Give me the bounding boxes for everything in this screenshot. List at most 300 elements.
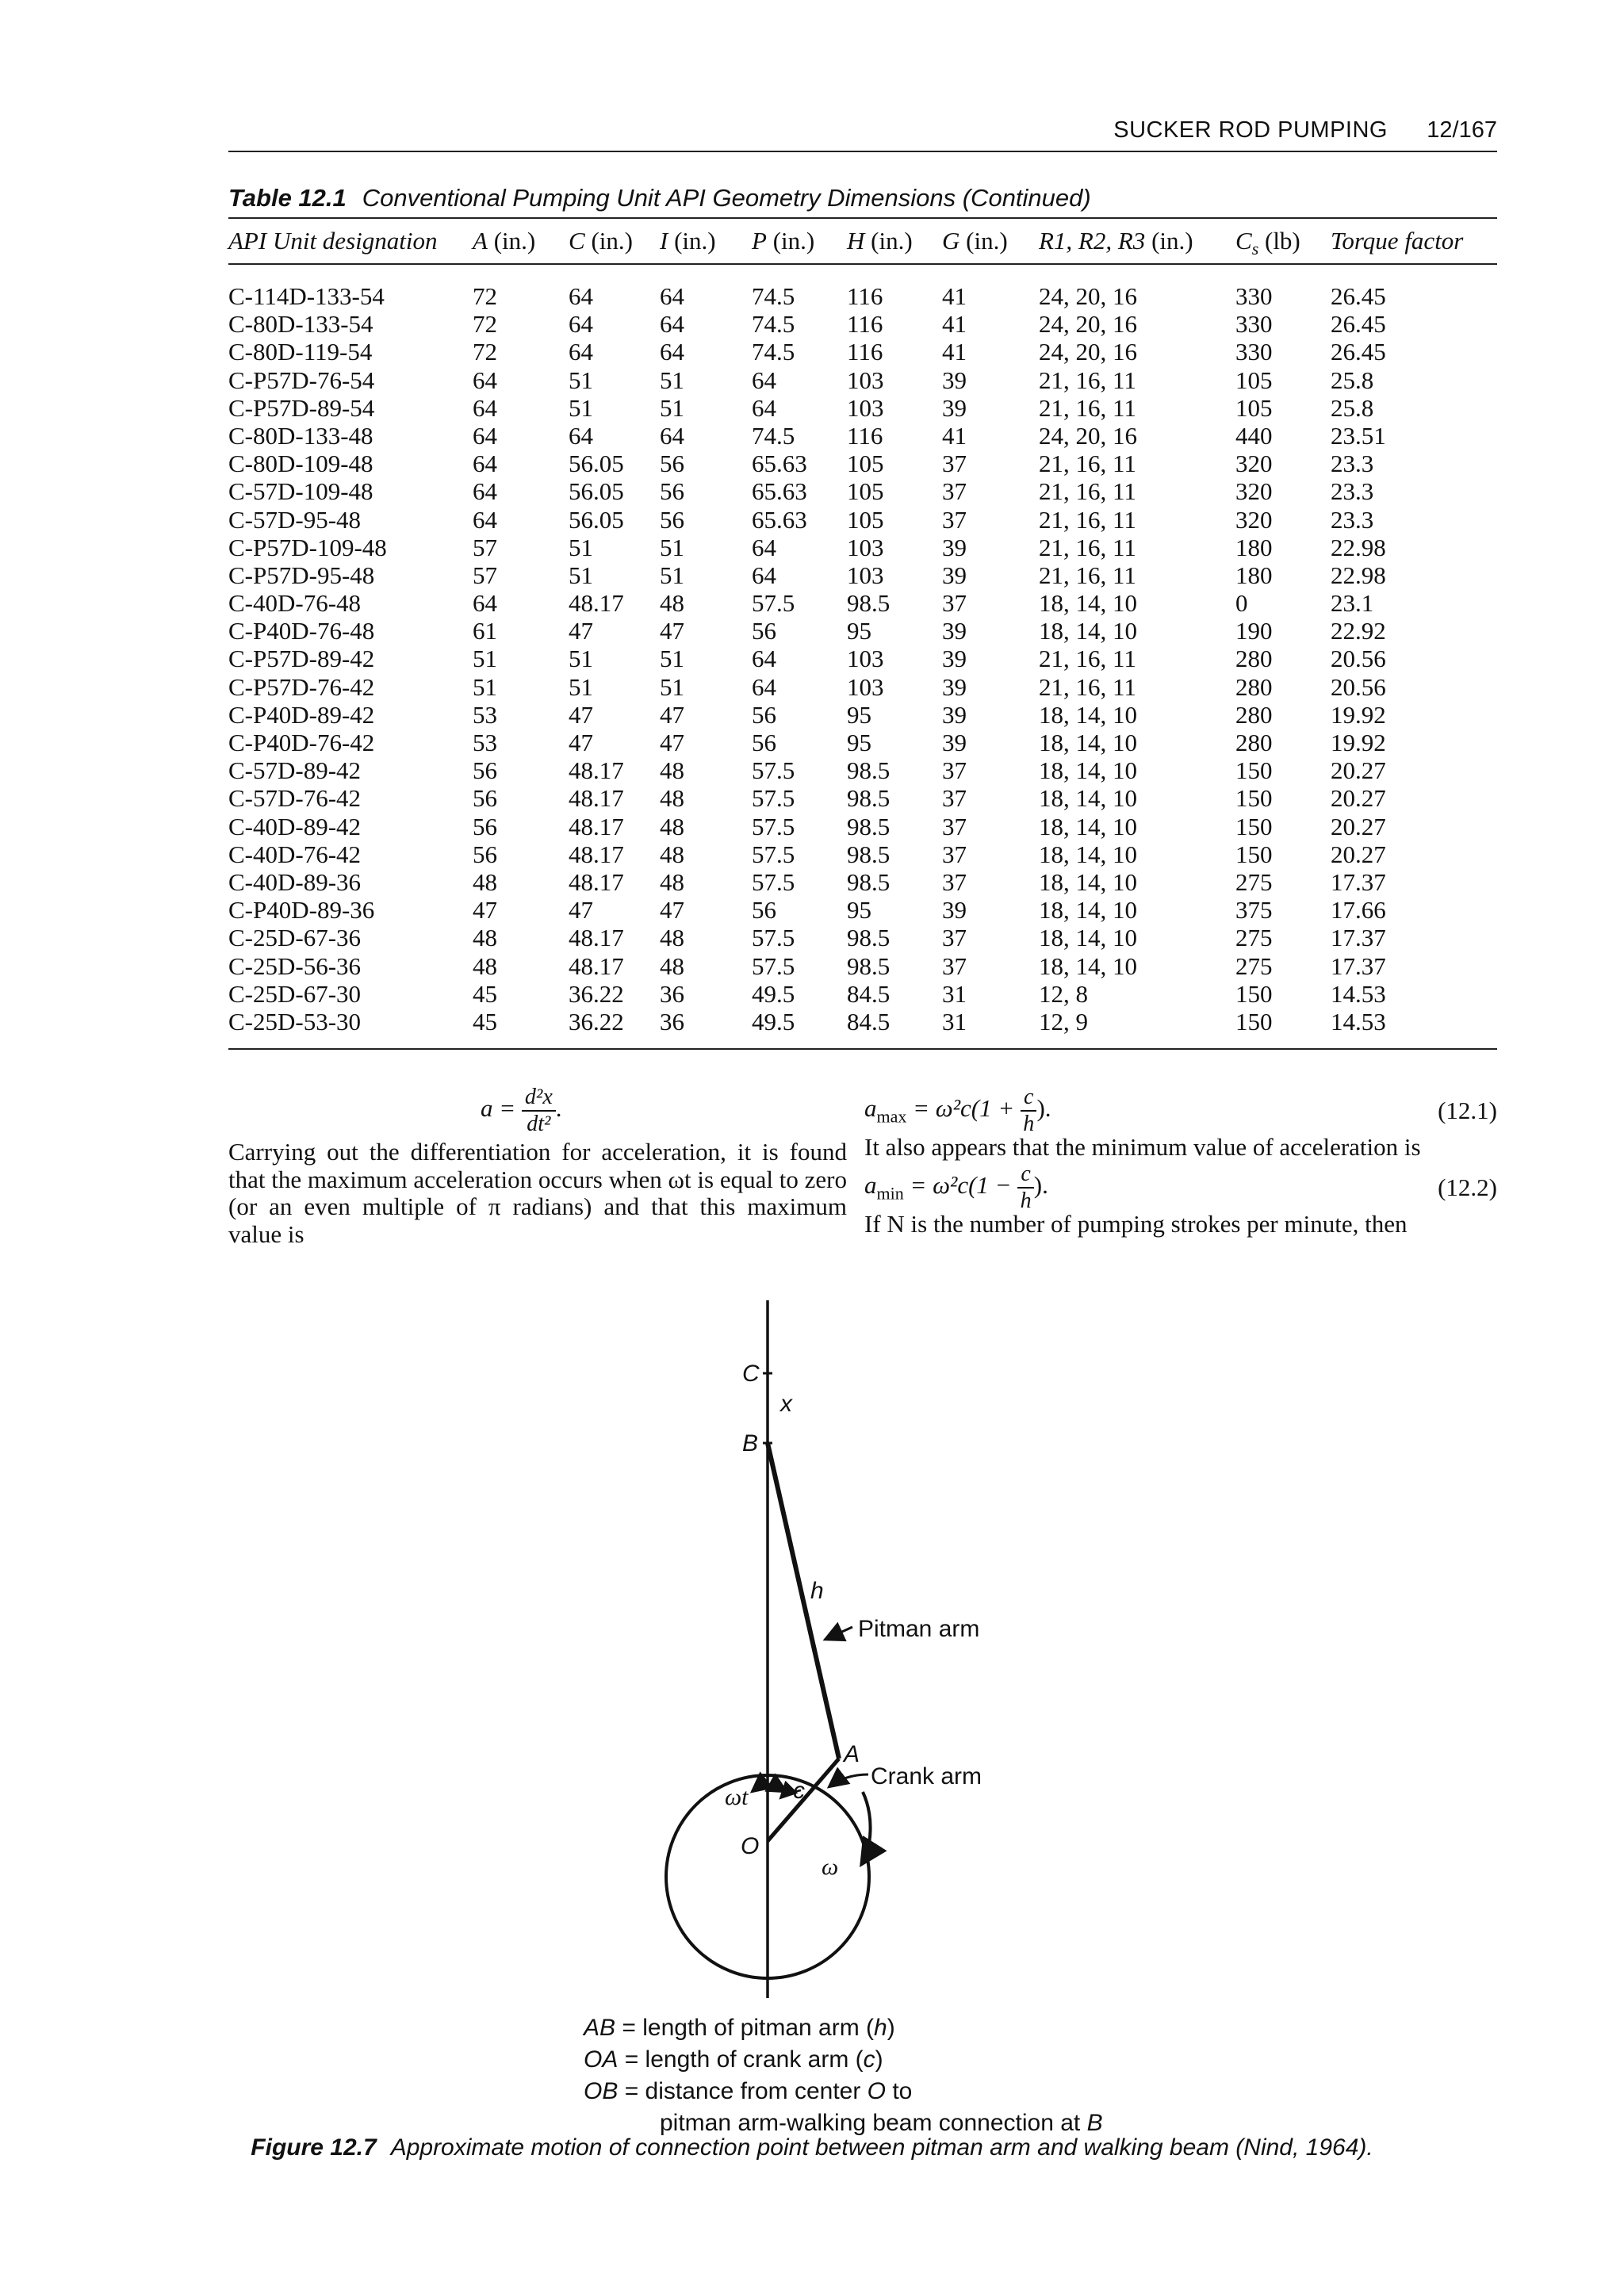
table-cell: 48 — [660, 840, 684, 868]
column-header: API Unit designation — [228, 227, 438, 255]
eq-max-numerator: c — [1021, 1086, 1036, 1112]
table-cell: 49.5 — [752, 979, 795, 1008]
table-cell: 0 — [1235, 589, 1248, 618]
table-cell: 330 — [1235, 338, 1273, 366]
eq-max-mid: = ω²c(1 + — [906, 1094, 1021, 1123]
table-cell: 275 — [1235, 867, 1273, 896]
eq-12-2-number: (12.2) — [1438, 1173, 1497, 1201]
table-cell: 105 — [847, 450, 884, 478]
table-cell: 24, 20, 16 — [1039, 338, 1137, 366]
table-cell: 48 — [473, 951, 497, 980]
figure-number: Figure 12.7 — [251, 2134, 377, 2161]
table-cell: 98.5 — [847, 784, 891, 813]
table-row — [228, 673, 1497, 701]
table-cell: 320 — [1235, 505, 1273, 534]
table-cell: C-57D-109-48 — [228, 477, 373, 506]
table-cell: 18, 14, 10 — [1039, 812, 1137, 840]
table-cell: 57.5 — [752, 867, 795, 896]
table-cell: 320 — [1235, 450, 1273, 478]
table-cell: 18, 14, 10 — [1039, 617, 1137, 645]
table-cell: 22.98 — [1331, 533, 1386, 561]
table-cell: 19.92 — [1331, 700, 1386, 729]
table-cell: C-40D-89-36 — [228, 867, 362, 896]
table-number: Table 12.1 — [228, 184, 347, 212]
table-cell: C-25D-67-30 — [228, 979, 362, 1008]
table-cell: 57 — [473, 533, 497, 561]
table-cell: 280 — [1235, 729, 1273, 756]
figure-caption-text: Approximate motion of connection point between pitman arm and walking beam (Nind, 1964). — [390, 2134, 1373, 2161]
table-cell: 41 — [942, 338, 967, 366]
crank-arm-leader — [829, 1774, 868, 1787]
table-cell: C-P57D-89-42 — [228, 645, 375, 673]
legend-line: OA = length of crank arm (c) — [584, 2046, 883, 2073]
table-row — [228, 645, 1497, 672]
table-cell: 190 — [1235, 617, 1273, 645]
table-cell: C-80D-119-54 — [228, 338, 373, 366]
table-cell: 64 — [569, 282, 593, 310]
table-row — [228, 477, 1497, 505]
table-row — [228, 450, 1497, 477]
table-cell: 116 — [847, 310, 883, 339]
table-cell: 53 — [473, 700, 497, 729]
table-cell: 56.05 — [569, 450, 624, 478]
table-row — [228, 366, 1497, 394]
figure-caption — [0, 2134, 1624, 2161]
table-cell: 280 — [1235, 672, 1273, 701]
table-row — [228, 338, 1497, 366]
table-cell: 51 — [660, 561, 684, 589]
table-cell: C-80D-133-48 — [228, 421, 373, 450]
eq-min-numerator: c — [1017, 1163, 1033, 1189]
table-cell: 65.63 — [752, 505, 807, 534]
table-cell: 64 — [660, 421, 684, 450]
table-cell: 22.92 — [1331, 617, 1386, 645]
paragraph-left: Carrying out the differentiation for acceleration, it is found that the maximum acceleration occurs when ωt is equal to zero (or an even multiple of π radians) and that this maximum value is — [228, 1138, 847, 1248]
table-cell: 21, 16, 11 — [1039, 533, 1136, 561]
column-header: R1, R2, R3 (in.) — [1039, 227, 1193, 255]
column-header: A (in.) — [473, 227, 536, 255]
equation-12-1 — [864, 1086, 1497, 1134]
legend-line: AB = length of pitman arm (h) — [584, 2015, 895, 2041]
eq-min-lhs: a — [864, 1170, 877, 1199]
table-cell: 39 — [942, 366, 967, 394]
eq-min-mid: = ω²c(1 − — [903, 1170, 1018, 1199]
table-cell: 37 — [942, 867, 967, 896]
table-cell: 56 — [473, 784, 497, 813]
table-cell: 103 — [847, 393, 884, 422]
page-number: 12/167 — [1427, 117, 1497, 143]
table-cell: 48 — [660, 812, 684, 840]
table-cell: 57 — [473, 561, 497, 589]
table-cell: 103 — [847, 533, 884, 561]
table-cell: 84.5 — [847, 979, 891, 1008]
table-cell: 18, 14, 10 — [1039, 729, 1137, 756]
table-cell: 64 — [473, 477, 497, 506]
table-cell: 72 — [473, 338, 497, 366]
table-cell: 21, 16, 11 — [1039, 561, 1136, 589]
running-header-title: SUCKER ROD PUMPING — [1113, 117, 1388, 143]
table-cell: 375 — [1235, 896, 1273, 924]
table-cell: 56 — [752, 700, 776, 729]
table-cell: 64 — [473, 393, 497, 422]
table-cell: 105 — [847, 477, 884, 506]
table-cell: 48.17 — [569, 867, 624, 896]
eq-a-numerator: d²x — [522, 1086, 556, 1112]
table-cell: 116 — [847, 421, 883, 450]
table-cell: 51 — [569, 645, 593, 673]
table-cell: 39 — [942, 393, 967, 422]
table-cell: 23.3 — [1331, 477, 1374, 506]
table-body — [228, 282, 1497, 1035]
table-cell: 37 — [942, 756, 967, 785]
table-cell: 65.63 — [752, 450, 807, 478]
eq-min-tail: ). — [1033, 1170, 1048, 1199]
table-cell: 39 — [942, 561, 967, 589]
table-row — [228, 813, 1497, 840]
table-cell: 116 — [847, 338, 883, 366]
table-cell: C-40D-76-42 — [228, 840, 362, 868]
table-cell: 95 — [847, 700, 871, 729]
eq-min-fraction — [1017, 1163, 1033, 1212]
pitman-arm-leader — [825, 1627, 852, 1640]
label-h: h — [810, 1578, 824, 1604]
table-cell: C-25D-53-30 — [228, 1007, 362, 1035]
table-cell: 56 — [660, 505, 684, 534]
table-cell: 47 — [660, 617, 684, 645]
table-cell: 98.5 — [847, 840, 891, 868]
column-header: $C_s$ (lb) — [1235, 227, 1300, 259]
table-cell: 64 — [752, 533, 776, 561]
table-cell: 180 — [1235, 561, 1273, 589]
table-cell: 98.5 — [847, 867, 891, 896]
table-top-rule — [228, 217, 1497, 219]
table-cell: 18, 14, 10 — [1039, 700, 1137, 729]
table-cell: 53 — [473, 729, 497, 756]
table-cell: 74.5 — [752, 310, 795, 339]
column-header: P (in.) — [752, 227, 815, 255]
table-cell: 57.5 — [752, 784, 795, 813]
omega-t-angle-arc — [752, 1787, 787, 1792]
table-cell: 98.5 — [847, 924, 891, 952]
table-cell: 103 — [847, 366, 884, 394]
table-cell: 51 — [660, 645, 684, 673]
table-header-rule — [228, 263, 1497, 265]
label-point-o: O — [741, 1833, 760, 1859]
table-cell: 21, 16, 11 — [1039, 477, 1136, 506]
table-cell: 56 — [473, 756, 497, 785]
table-cell: 47 — [569, 700, 593, 729]
table-cell: C-80D-133-54 — [228, 310, 373, 339]
table-cell: 47 — [569, 896, 593, 924]
table-cell: 20.27 — [1331, 840, 1386, 868]
paragraph-right-2: If N is the number of pumping strokes per minute, then — [864, 1209, 1408, 1238]
table-cell: 51 — [569, 533, 593, 561]
table-row — [228, 952, 1497, 980]
label-point-c: C — [742, 1361, 760, 1387]
table-cell: 12, 8 — [1039, 979, 1088, 1008]
table-cell: 56 — [473, 840, 497, 868]
table-cell: 103 — [847, 645, 884, 673]
table-cell: 20.56 — [1331, 672, 1386, 701]
table-cell: 105 — [847, 505, 884, 534]
table-cell: 98.5 — [847, 951, 891, 980]
table-cell: 25.8 — [1331, 366, 1374, 394]
figure-pitman-crank-diagram — [0, 1300, 1624, 1998]
table-cell: 36.22 — [569, 979, 624, 1008]
table-cell: 49.5 — [752, 1007, 795, 1035]
table-cell: 64 — [752, 645, 776, 673]
paragraph-right-1: It also appears that the minimum value of acceleration is — [864, 1133, 1421, 1161]
table-cell: C-P40D-76-48 — [228, 617, 375, 645]
table-cell: 56.05 — [569, 477, 624, 506]
table-row — [228, 840, 1497, 868]
table-cell: 12, 9 — [1039, 1007, 1088, 1035]
table-row — [228, 561, 1497, 589]
column-header: I (in.) — [660, 227, 716, 255]
table-cell: 17.37 — [1331, 951, 1386, 980]
table-cell: 74.5 — [752, 338, 795, 366]
table-caption — [228, 184, 1091, 212]
table-cell: 150 — [1235, 979, 1273, 1008]
table-cell: 39 — [942, 672, 967, 701]
table-cell: 103 — [847, 672, 884, 701]
table-cell: 17.37 — [1331, 924, 1386, 952]
table-cell: 95 — [847, 896, 871, 924]
table-row — [228, 310, 1497, 338]
table-cell: 56 — [660, 477, 684, 506]
table-cell: 23.3 — [1331, 505, 1374, 534]
table-cell: 14.53 — [1331, 979, 1386, 1008]
table-cell: 48.17 — [569, 756, 624, 785]
table-cell: C-25D-56-36 — [228, 951, 362, 980]
table-cell: 26.45 — [1331, 338, 1386, 366]
table-cell: 330 — [1235, 310, 1273, 339]
eq-max-tail: ). — [1036, 1094, 1051, 1123]
table-cell: 37 — [942, 477, 967, 506]
table-cell: 19.92 — [1331, 729, 1386, 756]
table-cell: C-P40D-89-36 — [228, 896, 375, 924]
table-cell: 23.3 — [1331, 450, 1374, 478]
label-omega-t: ωt — [725, 1784, 749, 1810]
table-cell: 57.5 — [752, 924, 795, 952]
table-cell: 47 — [473, 896, 497, 924]
table-cell: 56 — [752, 896, 776, 924]
table-cell: 24, 20, 16 — [1039, 282, 1137, 310]
table-cell: 45 — [473, 979, 497, 1008]
table-cell: 48 — [660, 589, 684, 618]
table-cell: 41 — [942, 310, 967, 339]
table-header-row — [228, 224, 1497, 262]
table-cell: 48 — [660, 924, 684, 952]
label-omega: ω — [822, 1854, 839, 1880]
table-row — [228, 506, 1497, 534]
table-cell: 26.45 — [1331, 310, 1386, 339]
table-cell: 51 — [660, 393, 684, 422]
table-row — [228, 896, 1497, 924]
table-cell: 17.37 — [1331, 867, 1386, 896]
table-cell: 56 — [752, 729, 776, 756]
table-row — [228, 924, 1497, 951]
table-cell: 18, 14, 10 — [1039, 924, 1137, 952]
table-cell: C-25D-67-36 — [228, 924, 362, 952]
table-cell: 51 — [660, 366, 684, 394]
table-cell: C-57D-89-42 — [228, 756, 362, 785]
table-cell: 51 — [660, 533, 684, 561]
table-cell: 57.5 — [752, 840, 795, 868]
table-row — [228, 617, 1497, 645]
table-cell: 48.17 — [569, 812, 624, 840]
table-cell: 64 — [752, 561, 776, 589]
table-cell: 18, 14, 10 — [1039, 589, 1137, 618]
eq-a-tail: . — [555, 1094, 562, 1123]
table-row — [228, 980, 1497, 1008]
table-cell: 51 — [569, 561, 593, 589]
table-cell: 18, 14, 10 — [1039, 896, 1137, 924]
table-cell: 56 — [660, 450, 684, 478]
label-crank-arm: Crank arm — [871, 1763, 982, 1790]
table-cell: C-P40D-89-42 — [228, 700, 375, 729]
table-row — [228, 534, 1497, 561]
column-header: Torque factor — [1331, 227, 1464, 255]
table-cell: 64 — [473, 450, 497, 478]
table-cell: 37 — [942, 784, 967, 813]
table-row — [228, 729, 1497, 756]
table-cell: 39 — [942, 645, 967, 673]
table-cell: 56 — [752, 617, 776, 645]
table-cell: 95 — [847, 617, 871, 645]
table-cell: 47 — [569, 729, 593, 756]
table-cell: 180 — [1235, 533, 1273, 561]
table-cell: 51 — [473, 645, 497, 673]
table-cell: 64 — [660, 282, 684, 310]
table-cell: C-80D-109-48 — [228, 450, 373, 478]
table-cell: 48.17 — [569, 589, 624, 618]
table-cell: 37 — [942, 812, 967, 840]
label-point-a: A — [844, 1741, 860, 1767]
table-cell: 72 — [473, 310, 497, 339]
table-cell: C-P57D-109-48 — [228, 533, 387, 561]
table-cell: 51 — [473, 672, 497, 701]
table-cell: 150 — [1235, 812, 1273, 840]
table-cell: 150 — [1235, 1007, 1273, 1035]
rotation-arrow — [861, 1792, 871, 1865]
table-cell: 24, 20, 16 — [1039, 310, 1137, 339]
table-cell: 116 — [847, 282, 883, 310]
table-row — [228, 1008, 1497, 1035]
table-cell: 275 — [1235, 924, 1273, 952]
table-cell: 18, 14, 10 — [1039, 756, 1137, 785]
table-cell: 150 — [1235, 840, 1273, 868]
table-cell: 98.5 — [847, 756, 891, 785]
table-cell: 275 — [1235, 951, 1273, 980]
table-cell: 51 — [569, 672, 593, 701]
table-cell: 64 — [473, 589, 497, 618]
table-cell: 51 — [569, 366, 593, 394]
table-cell: 20.27 — [1331, 784, 1386, 813]
table-cell: 18, 14, 10 — [1039, 951, 1137, 980]
table-cell: 21, 16, 11 — [1039, 672, 1136, 701]
table-cell: 41 — [942, 421, 967, 450]
table-cell: 320 — [1235, 477, 1273, 506]
label-pitman-arm: Pitman arm — [858, 1616, 980, 1642]
table-cell: 48 — [660, 867, 684, 896]
eq-max-lhs: a — [864, 1094, 877, 1123]
table-cell: 48 — [660, 951, 684, 980]
table-cell: 103 — [847, 561, 884, 589]
table-cell: 18, 14, 10 — [1039, 867, 1137, 896]
table-cell: 21, 16, 11 — [1039, 393, 1136, 422]
table-cell: 22.98 — [1331, 561, 1386, 589]
table-row — [228, 589, 1497, 617]
eq-max-denominator: h — [1023, 1112, 1035, 1136]
table-cell: 98.5 — [847, 812, 891, 840]
table-cell: 65.63 — [752, 477, 807, 506]
table-cell: 48.17 — [569, 951, 624, 980]
table-cell: 95 — [847, 729, 871, 756]
label-x: x — [780, 1391, 792, 1417]
eq-max-sub: max — [876, 1106, 907, 1127]
table-cell: 36.22 — [569, 1007, 624, 1035]
table-cell: C-P57D-76-42 — [228, 672, 375, 701]
table-cell: 20.27 — [1331, 812, 1386, 840]
table-cell: 37 — [942, 450, 967, 478]
table-cell: 37 — [942, 840, 967, 868]
table-cell: 39 — [942, 896, 967, 924]
table-cell: 48.17 — [569, 784, 624, 813]
table-title: Conventional Pumping Unit API Geometry Dimensions (Continued) — [362, 184, 1091, 212]
table-cell: 61 — [473, 617, 497, 645]
table-row — [228, 701, 1497, 729]
legend-line: OB = distance from center O to — [584, 2078, 913, 2104]
table-cell: C-P57D-89-54 — [228, 393, 375, 422]
table-cell: 18, 14, 10 — [1039, 784, 1137, 813]
table-cell: 64 — [473, 366, 497, 394]
table-cell: 64 — [569, 310, 593, 339]
table-cell: 21, 16, 11 — [1039, 366, 1136, 394]
table-cell: 48 — [660, 784, 684, 813]
table-cell: 39 — [942, 700, 967, 729]
table-cell: 20.27 — [1331, 756, 1386, 785]
table-cell: 17.66 — [1331, 896, 1386, 924]
table-cell: C-114D-133-54 — [228, 282, 385, 310]
running-header — [228, 113, 1497, 151]
eq-min-sub: min — [876, 1182, 904, 1203]
table-cell: 64 — [569, 338, 593, 366]
label-point-b: B — [742, 1430, 759, 1457]
table-cell: 26.45 — [1331, 282, 1386, 310]
table-cell: C-40D-76-48 — [228, 589, 362, 618]
table-cell: C-40D-89-42 — [228, 812, 362, 840]
table-cell: 37 — [942, 589, 967, 618]
table-cell: 57.5 — [752, 812, 795, 840]
table-cell: 98.5 — [847, 589, 891, 618]
table-cell: 20.56 — [1331, 645, 1386, 673]
table-row — [228, 756, 1497, 784]
table-row — [228, 394, 1497, 422]
table-cell: 72 — [473, 282, 497, 310]
table-cell: 64 — [752, 366, 776, 394]
table-cell: 64 — [752, 393, 776, 422]
table-cell: 14.53 — [1331, 1007, 1386, 1035]
table-cell: 18, 14, 10 — [1039, 840, 1137, 868]
legend-line: pitman arm-walking beam connection at B — [660, 2110, 1103, 2136]
table-cell: 47 — [660, 729, 684, 756]
table-cell: C-57D-76-42 — [228, 784, 362, 813]
table-cell: 56.05 — [569, 505, 624, 534]
table-cell: 21, 16, 11 — [1039, 505, 1136, 534]
column-header: H (in.) — [847, 227, 913, 255]
pitman-arm-line — [768, 1443, 839, 1759]
